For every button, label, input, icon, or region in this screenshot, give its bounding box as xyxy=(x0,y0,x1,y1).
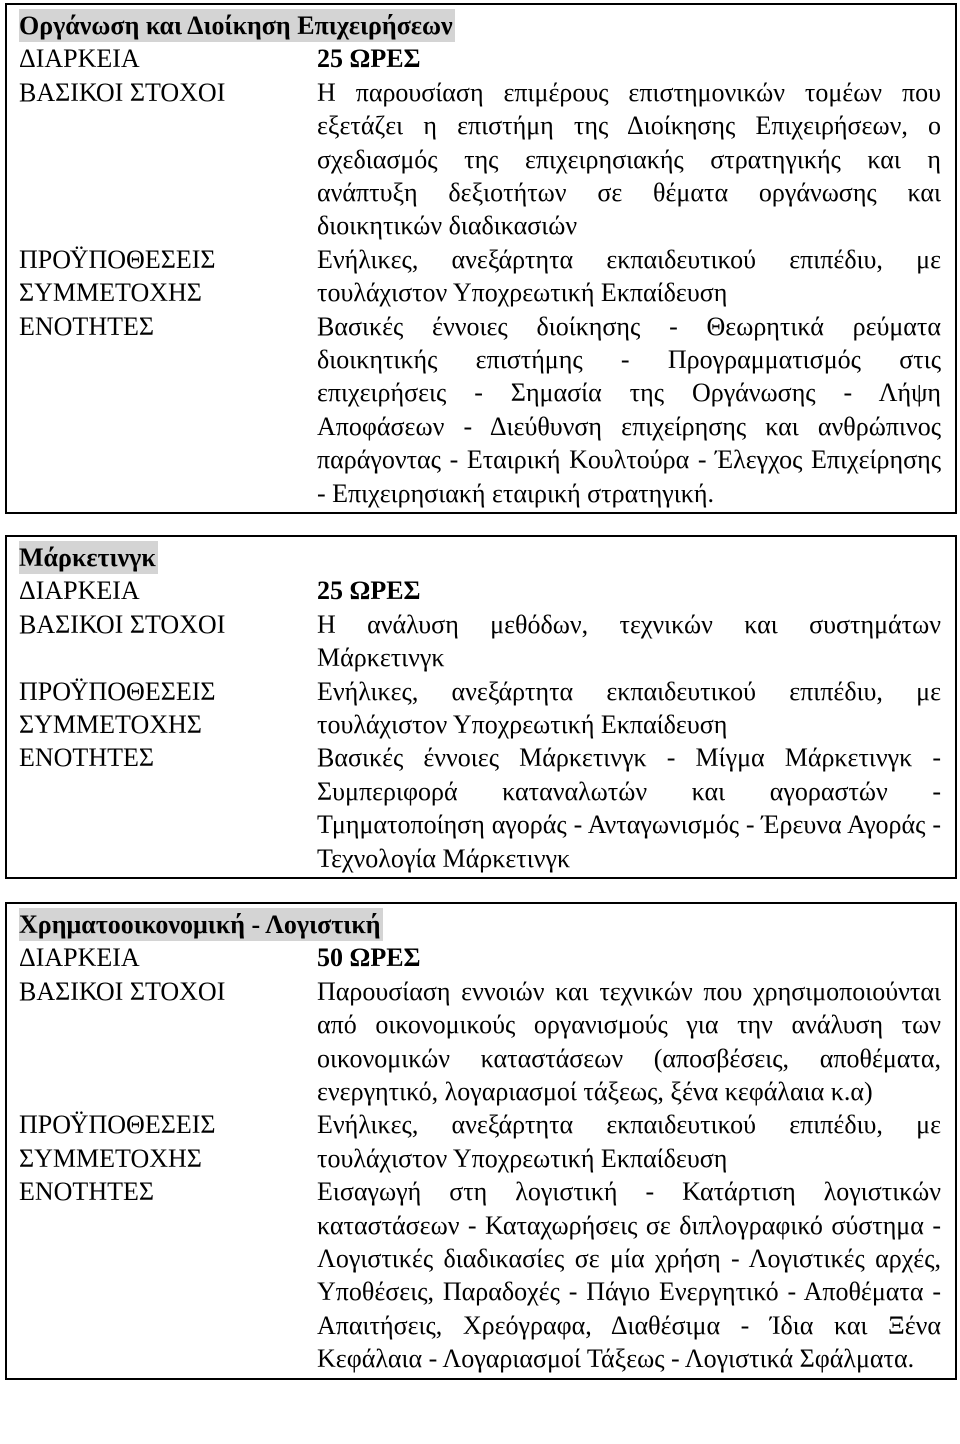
goals-row xyxy=(19,76,941,243)
duration-row xyxy=(19,941,941,974)
duration-label: ΔΙΑΡΚΕΙΑ xyxy=(19,576,140,606)
goals-label: ΒΑΣΙΚΟΙ ΣΤΟΧΟΙ xyxy=(19,609,226,639)
duration-value: 25 ΩΡΕΣ xyxy=(317,576,421,606)
units-value: Εισαγωγή στη λογιστική - Κατάρτιση λογιστικών καταστάσεων - Καταχωρήσεις σε διπλογραφικό σύστημα - Λογιστικές διαδικασίες σε μία χρήση - Λογιστικές αρχές, Υποθέσεις, Παραδοχές - Πάγιο Ενεργητικό - Αποθέματα - Απαιτήσεις, Χρεόγραφα, Διαθέσιμα - Ίδια και Ξένα Κεφάλαια - Λογαριασμοί Τάξεως - Λογιστικά Σφάλματα. xyxy=(317,1177,941,1374)
goals-row xyxy=(19,975,941,1109)
prerequisites-label: ΠΡΟΫΠΟΘΕΣΕΙΣ ΣΥΜΜΕΤΟΧΗΣ xyxy=(19,244,216,308)
units-label: ΕΝΟΤΗΤΕΣ xyxy=(19,311,154,341)
prerequisites-row xyxy=(19,243,941,310)
goals-value: Παρουσίαση εννοιών και τεχνικών που χρησιμοποιούνται από οικονομικούς οργανισμούς για την ανάλυση των οικονομικών καταστάσεων (αποσβέσεις, αποθέματα, ενεργητικό, λογαριασμοί τάξεως, ξένα κεφάλαια κ.α) xyxy=(317,976,941,1107)
prerequisites-value: Ενήλικες, ανεξάρτητα εκπαιδευτικού επιπέδιυ, με τουλάχιστον Υποχρεωτική Εκπαίδευση xyxy=(317,676,941,740)
prerequisites-label: ΠΡΟΫΠΟΘΕΣΕΙΣ ΣΥΜΜΕΤΟΧΗΣ xyxy=(19,676,216,740)
course-block-marketing xyxy=(5,535,957,879)
duration-label: ΔΙΑΡΚΕΙΑ xyxy=(19,943,140,973)
duration-value: 50 ΩΡΕΣ xyxy=(317,943,421,973)
goals-value: Η ανάλυση μεθόδων, τεχνικών και συστημάτων Μάρκετινγκ xyxy=(317,609,941,673)
prerequisites-row xyxy=(19,675,941,742)
course-title: Οργάνωση και Διοίκηση Επιχειρήσεων xyxy=(19,9,455,42)
units-row xyxy=(19,741,941,875)
prerequisites-value: Ενήλικες, ανεξάρτητα εκπαιδευτικού επιπέδιυ, με τουλάχιστον Υποχρεωτική Εκπαίδευση xyxy=(317,244,941,308)
duration-row xyxy=(19,574,941,607)
goals-label: ΒΑΣΙΚΟΙ ΣΤΟΧΟΙ xyxy=(19,976,226,1006)
duration-value: 25 ΩΡΕΣ xyxy=(317,44,421,74)
course-title: Χρηματοοικονομική - Λογιστική xyxy=(19,908,383,941)
goals-row xyxy=(19,608,941,675)
units-row xyxy=(19,310,941,510)
goals-value: Η παρουσίαση επιμέρους επιστημονικών τομέων που εξετάζει η επιστήμη της Διοίκησης Επιχειρήσεων, ο σχεδιασμός της επιχειρησιακής στρατηγικής και η ανάπτυξη δεξιοτήτων σε θέματα οργάνωσης και διοικητικών διαδικασιών xyxy=(317,77,941,241)
duration-row xyxy=(19,42,941,75)
prerequisites-label: ΠΡΟΫΠΟΘΕΣΕΙΣ ΣΥΜΜΕΤΟΧΗΣ xyxy=(19,1110,216,1173)
prerequisites-value: Ενήλικες, ανεξάρτητα εκπαιδευτικού επιπέδιυ, με τουλάχιστον Υποχρεωτική Εκπαίδευση xyxy=(317,1110,941,1173)
course-block-management xyxy=(5,3,957,514)
course-block-finance-accounting xyxy=(5,902,957,1380)
goals-label: ΒΑΣΙΚΟΙ ΣΤΟΧΟΙ xyxy=(19,77,226,107)
duration-label: ΔΙΑΡΚΕΙΑ xyxy=(19,44,140,74)
units-label: ΕΝΟΤΗΤΕΣ xyxy=(19,1177,154,1207)
prerequisites-row xyxy=(19,1108,941,1175)
units-value: Βασικές έννοιες Μάρκετινγκ - Μίγμα Μάρκετινγκ - Συμπεριφορά καταναλωτών και αγοραστών - Τμηματοποίηση αγοράς - Ανταγωνισμός - Έρευνα Αγοράς - Τεχνολογία Μάρκετινγκ xyxy=(317,743,941,873)
units-row xyxy=(19,1175,941,1375)
units-label: ΕΝΟΤΗΤΕΣ xyxy=(19,743,154,773)
units-value: Βασικές έννοιες διοίκησης - Θεωρητικά ρεύματα διοικητικής επιστήμης - Προγραμματισμός στις επιχειρήσεις - Σημασία της Οργάνωσης - Λήψη Αποφάσεων - Διεύθυνση επιχείρησης και ανθρώπινος παράγοντας - Εταιρική Κουλτούρα - Έλεγχος Επιχείρησης - Επιχειρησιακή εταιρική στρατηγική. xyxy=(317,311,941,508)
course-title: Μάρκετινγκ xyxy=(19,541,158,574)
